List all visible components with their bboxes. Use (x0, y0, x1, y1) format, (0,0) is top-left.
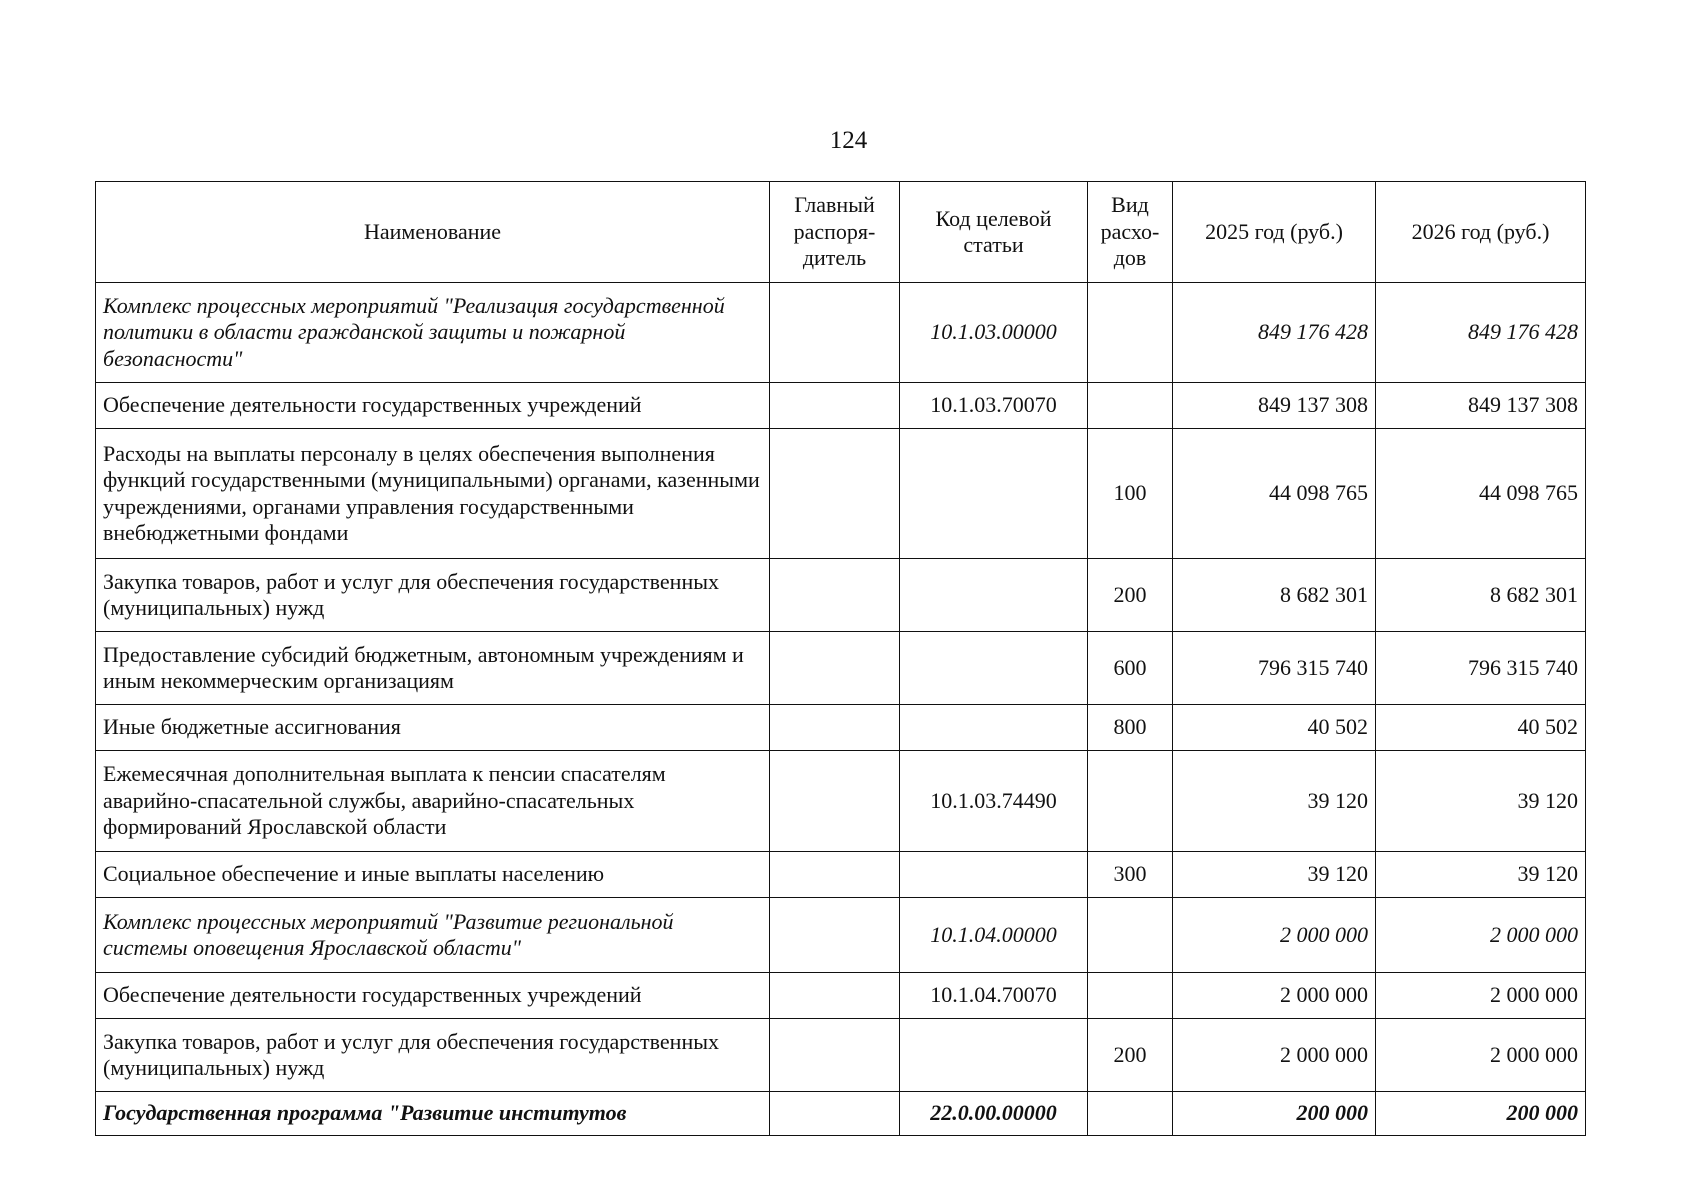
row-2026: 8 682 301 (1376, 559, 1586, 632)
row-2026: 39 120 (1376, 751, 1586, 852)
row-vid (1088, 751, 1173, 852)
row-2026: 796 315 740 (1376, 632, 1586, 705)
row-gr (770, 1019, 900, 1092)
row-2025: 8 682 301 (1173, 559, 1376, 632)
header-2026: 2026 год (руб.) (1376, 182, 1586, 283)
row-2026: 44 098 765 (1376, 429, 1586, 559)
row-2025: 2 000 000 (1173, 898, 1376, 973)
row-vid: 100 (1088, 429, 1173, 559)
row-gr (770, 705, 900, 751)
header-glavny: Главный распоря-дитель (770, 182, 900, 283)
row-2025: 39 120 (1173, 751, 1376, 852)
table-row (96, 559, 1586, 632)
row-gr (770, 632, 900, 705)
page-number: 124 (829, 127, 868, 154)
row-gr (770, 898, 900, 973)
table-row (96, 852, 1586, 898)
row-2025: 44 098 765 (1173, 429, 1376, 559)
row-code: 10.1.03.00000 (900, 283, 1088, 383)
row-name: Социальное обеспечение и иные выплаты населению (96, 852, 770, 898)
row-2025: 2 000 000 (1173, 1019, 1376, 1092)
row-2026: 849 137 308 (1376, 383, 1586, 429)
table-row (96, 1019, 1586, 1092)
row-name: Обеспечение деятельности государственных учреждений (96, 973, 770, 1019)
row-2025: 849 137 308 (1173, 383, 1376, 429)
row-code (900, 429, 1088, 559)
row-gr (770, 283, 900, 383)
row-gr (770, 1092, 900, 1136)
table-row (96, 898, 1586, 973)
row-code (900, 852, 1088, 898)
row-2026: 40 502 (1376, 705, 1586, 751)
table-row (96, 705, 1586, 751)
row-name: Комплекс процессных мероприятий "Реализация государственной политики в области гражданской защиты и пожарной безопасности" (96, 283, 770, 383)
row-name: Обеспечение деятельности государственных учреждений (96, 383, 770, 429)
row-code: 22.0.00.00000 (900, 1092, 1088, 1136)
row-gr (770, 383, 900, 429)
row-vid: 600 (1088, 632, 1173, 705)
row-vid (1088, 898, 1173, 973)
row-2026: 200 000 (1376, 1092, 1586, 1136)
table-row (96, 383, 1586, 429)
table-header-row (96, 182, 1586, 283)
row-code: 10.1.03.70070 (900, 383, 1088, 429)
row-vid (1088, 1092, 1173, 1136)
header-2025: 2025 год (руб.) (1173, 182, 1376, 283)
row-vid: 200 (1088, 559, 1173, 632)
row-name: Предоставление субсидий бюджетным, автономным учреждениям и иным некоммерческим организациям (96, 632, 770, 705)
row-code: 10.1.04.00000 (900, 898, 1088, 973)
row-name: Закупка товаров, работ и услуг для обеспечения государственных (муниципальных) нужд (96, 559, 770, 632)
table-row (96, 283, 1586, 383)
row-gr (770, 973, 900, 1019)
header-kod: Код целевой статьи (900, 182, 1088, 283)
row-gr (770, 429, 900, 559)
row-vid (1088, 973, 1173, 1019)
row-2025: 200 000 (1173, 1092, 1376, 1136)
row-2026: 2 000 000 (1376, 1019, 1586, 1092)
table-row (96, 973, 1586, 1019)
row-name: Расходы на выплаты персоналу в целях обеспечения выполнения функций государственными (муниципальными) органами, казенными учреждениями, органами управления государственными внебюджетными фондами (96, 429, 770, 559)
row-vid (1088, 283, 1173, 383)
row-name: Закупка товаров, работ и услуг для обеспечения государственных (муниципальных) нужд (96, 1019, 770, 1092)
row-name: Иные бюджетные ассигнования (96, 705, 770, 751)
row-gr (770, 751, 900, 852)
row-name: Государственная программа "Развитие институтов (96, 1092, 770, 1136)
row-2025: 796 315 740 (1173, 632, 1376, 705)
row-2025: 2 000 000 (1173, 973, 1376, 1019)
row-vid: 800 (1088, 705, 1173, 751)
row-2025: 849 176 428 (1173, 283, 1376, 383)
row-2026: 39 120 (1376, 852, 1586, 898)
row-2026: 849 176 428 (1376, 283, 1586, 383)
table-row (96, 429, 1586, 559)
row-code (900, 1019, 1088, 1092)
budget-table (95, 181, 1586, 1136)
row-2025: 40 502 (1173, 705, 1376, 751)
row-gr (770, 852, 900, 898)
table-row (96, 1092, 1586, 1136)
row-code (900, 705, 1088, 751)
row-2025: 39 120 (1173, 852, 1376, 898)
row-2026: 2 000 000 (1376, 898, 1586, 973)
row-gr (770, 559, 900, 632)
table-row (96, 632, 1586, 705)
row-code (900, 632, 1088, 705)
row-vid: 300 (1088, 852, 1173, 898)
row-name: Ежемесячная дополнительная выплата к пенсии спасателям аварийно-спасательной службы, аварийно-спасательных формирований Ярославской области (96, 751, 770, 852)
header-vid: Вид расхо-дов (1088, 182, 1173, 283)
row-2026: 2 000 000 (1376, 973, 1586, 1019)
row-vid: 200 (1088, 1019, 1173, 1092)
row-code (900, 559, 1088, 632)
header-name: Наименование (96, 182, 770, 283)
row-name: Комплекс процессных мероприятий "Развитие региональной системы оповещения Ярославской области" (96, 898, 770, 973)
row-code: 10.1.03.74490 (900, 751, 1088, 852)
row-vid (1088, 383, 1173, 429)
row-code: 10.1.04.70070 (900, 973, 1088, 1019)
table-row (96, 751, 1586, 852)
